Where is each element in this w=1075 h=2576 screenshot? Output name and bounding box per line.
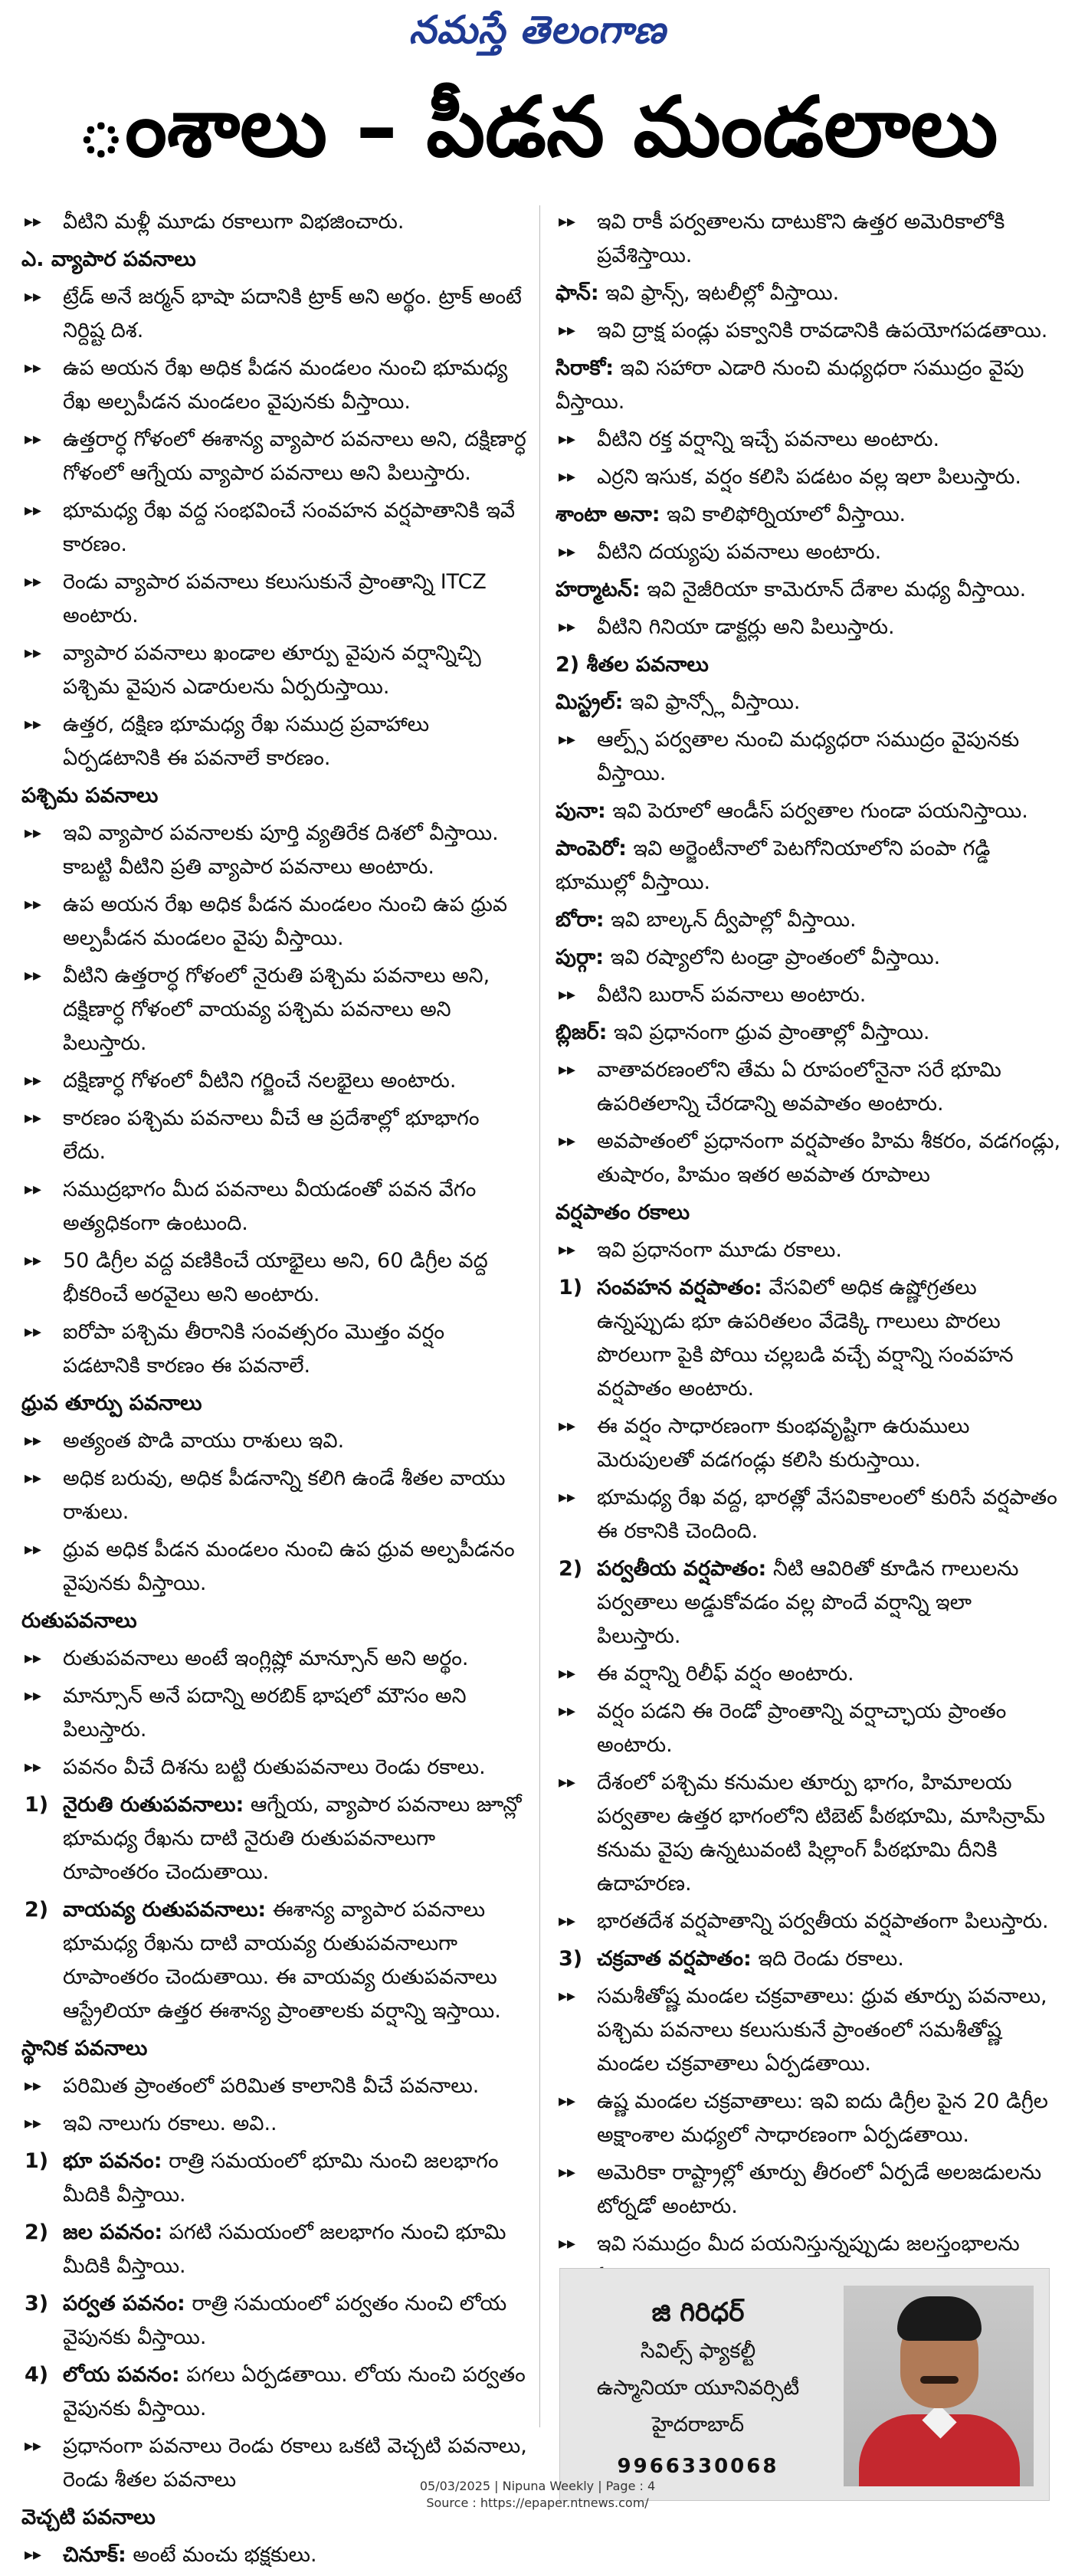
numbered-item [556,1552,1061,1653]
term-text: ఇవి పెరూలో ఆండీస్ పర్వతాల గుండా పయనిస్తాయి. [605,799,1028,823]
bullet-arrow-icon: ▸▸ [559,1417,576,1436]
bullet-item [556,611,1061,644]
term-label: పాంపెరో: [556,837,627,860]
column-divider [539,205,540,2427]
author-name: జి గిరిధర్ [651,2297,745,2328]
item-text [63,2074,479,2098]
section-heading: వెచ్చటి పవనాలు [21,2506,156,2529]
item-body: ఈశాన్య వ్యాపార పవనాలు భూమధ్య రేఖను దాటి వాయవ్య రుతుపవనాలుగా రూపాంతరం చెందుతాయి. ఈ వాయవ్య రుతుపవనాలు ఆస్ట్రేలియా ఉత్తర ఈశాన్య ప్రాంతాలకు వర్షాన్ని ఇస్తాయి. [63,1898,501,2023]
item-number: 3) [25,2292,49,2315]
item-text [597,1662,854,1686]
item-body: అధిక బరువు, అధిక పీడనాన్ని కలిగి ఉండే శీతల వాయు రాశులు. [63,1467,506,1524]
numbered-item [21,2358,527,2426]
item-label: చక్రవాత వర్షపాతం: [597,1947,752,1971]
bullet-arrow-icon: ▸▸ [559,1060,576,1080]
item-body: ఇవి సముద్రం మీద పయనిస్తున్నప్పుడు జలస్తంభాలను [597,2232,1020,2256]
item-text [63,713,429,770]
item-body: రాత్రి సమయంలో భూమి నుంచి జలభాగం మీదికి వీస్తాయి. [63,2149,499,2207]
term-paragraph [556,795,1061,828]
term-label: ఫాన్: [556,281,599,305]
item-text [63,2363,526,2420]
bullet-item [21,2070,527,2103]
bullet-arrow-icon: ▸▸ [25,572,42,592]
item-text [63,641,481,699]
page-footer [0,2478,1075,2512]
bullet-arrow-icon: ▸▸ [25,359,42,378]
bullet-arrow-icon: ▸▸ [25,1758,42,1777]
author-phone: 9966330068 [617,2455,779,2478]
term-text: ఇవి కాలిఫోర్నియాలో వీస్తాయి. [660,503,906,526]
item-text [63,1647,468,1670]
term-paragraph [556,686,1061,719]
bullet-item [556,1905,1061,1939]
bullet-item [21,959,527,1060]
term-text: ఇవి రష్యాలోని టండ్రా ప్రాంతంలో వీస్తాయి. [604,946,941,969]
bullet-item [21,423,527,490]
item-body: ఇవి ద్రాక్ష పండ్లు పక్వానికి రావడానికి ఉపయోగపడతాయి. [597,319,1048,342]
term-paragraph [556,498,1061,532]
item-body: ధ్రువ అధిక పీడన మండలం నుంచి ఉప ధ్రువ అల్పపీడనం వైపునకు వీస్తాయి. [63,1538,515,1595]
bullet-arrow-icon: ▸▸ [25,966,42,985]
item-body: కారణం పశ్చిమ పవనాలు వీచే ఆ ప్రదేశాల్లో భూభాగం లేదు. [63,1106,480,1164]
item-body: వీటిని దయ్యపు పవనాలు అంటారు. [597,540,882,564]
item-body: ఉప అయన రేఖ అధిక పీడన మండలం నుంచి భూమధ్య రేఖ అల్పపీడన మండలం వైపునకు వీస్తాయి. [63,356,508,414]
bullet-arrow-icon: ▸▸ [25,2437,42,2456]
item-body: పవనం వీచే దిశను బట్టి రుతుపవనాలు రెండు రకాలు. [63,1755,486,1779]
item-text [63,964,490,1055]
article-headline: ంశాలు – పీడన మండలాలు [77,80,998,175]
bullet-item [556,1410,1061,1477]
author-box [559,2268,1050,2501]
term-label: హర్మాటన్: [556,578,641,601]
item-text [63,1793,521,1884]
bullet-arrow-icon: ▸▸ [25,1109,42,1128]
item-text [63,1684,467,1742]
footer-source: Source : https://epaper.ntnews.com/ [426,2496,649,2510]
term-label: బ్లిజర్: [556,1021,608,1044]
term-text: ఇవి ఫ్రాన్స్, ఇటలీల్లో వీస్తాయి. [598,281,840,305]
bullet-arrow-icon: ▸▸ [25,824,42,843]
item-body: ఈ వర్షం సాధారణంగా కుంభవృష్టిగా ఉరుములు మెరుపులతో వడగండ్లు కలిసి కురుస్తాయి. [597,1414,970,1472]
bullet-arrow-icon: ▸▸ [25,1180,42,1199]
bullet-arrow-icon: ▸▸ [25,1322,42,1342]
bullet-arrow-icon: ▸▸ [559,1702,576,1721]
item-label: వాయవ్య రుతుపవనాలు: [63,1898,267,1922]
term-label: మిస్ట్రల్: [556,690,624,714]
bullet-arrow-icon: ▸▸ [25,1071,42,1090]
item-label: చినూక్: [63,2543,126,2567]
term-label: పునా: [556,799,606,823]
bullet-arrow-icon: ▸▸ [559,1987,576,2006]
item-text [63,1069,456,1093]
bullet-arrow-icon: ▸▸ [559,1912,576,1931]
bullet-item [556,536,1061,569]
term-text: ఇవి అర్జెంటీనాలో పెటగోనియాలోని పంపా గడ్డి భూముల్లో వీస్తాయి. [556,837,991,894]
item-body: సముద్రభాగం మీద పవనాలు వీయడంతో పవన వేగం అత్యధికంగా ఉంటుంది. [63,1178,477,1235]
item-label: లోయ పవనం: [63,2363,180,2387]
term-text: ఇవి బాల్కన్ ద్వీపాల్లో వీస్తాయి. [604,908,857,932]
bullet-arrow-icon: ▸▸ [559,2163,576,2182]
bullet-arrow-icon: ▸▸ [25,715,42,734]
item-body: భారతదేశ వర్షపాతాన్ని పర్వతీయ వర్షపాతంగా పిలుస్తారు. [597,1909,1049,1933]
bullet-item [21,2538,527,2572]
author-organization: ఉస్మానియా యూనివర్సిటీ [596,2376,800,2400]
bullet-arrow-icon: ▸▸ [25,1649,42,1668]
bullet-arrow-icon: ▸▸ [559,730,576,749]
term-text: ఇవి ఫ్రాన్స్లో వీస్తాయి. [623,690,801,714]
item-label: భూ పవనం: [63,2149,162,2173]
bullet-arrow-icon: ▸▸ [559,2234,576,2253]
item-body: వీటిని బురాన్ పవనాలు అంటారు. [597,983,867,1007]
bullet-item [556,1481,1061,1549]
bullet-item [556,205,1061,273]
bullet-item [21,1751,527,1785]
item-number: 2) [25,1898,49,1922]
newspaper-masthead: నమస్తే తెలంగాణ [408,8,667,52]
item-text [597,1557,1018,1648]
item-body: పగలు ఏర్పడతాయి. లోయ నుంచి పర్వతం వైపునకు వీస్తాయి. [63,2363,526,2420]
item-text [597,1058,1001,1116]
item-label: పర్వతీయ వర్షపాతం: [597,1557,767,1581]
item-body: భూమధ్య రేఖ వద్ద సంభవించే సంవహన వర్షపాతానికి ఇవే కారణం. [63,499,516,556]
bullet-arrow-icon: ▸▸ [25,644,42,663]
bullet-item [21,1064,527,1098]
bullet-item [21,1316,527,1383]
item-body: ప్రధానంగా పవనాలు రెండు రకాలు ఒకటి వెచ్చటి పవనాలు, రెండు శీతల పవనాలు [63,2434,527,2492]
item-number: 3) [559,1947,583,1971]
bullet-item [556,1980,1061,2081]
item-text [597,983,866,1007]
bullet-item [556,314,1061,348]
bullet-arrow-icon: ▸▸ [25,1469,42,1488]
item-body: మాన్సూన్ అనే పదాన్ని అరబిక్ భాషలో మౌసం అని పిలుస్తారు. [63,1684,467,1742]
item-text [597,1771,1045,1896]
item-text [597,1238,842,1262]
term-text: ఇవి ప్రధానంగా ధ్రువ ప్రాంతాల్లో వీస్తాయి. [607,1021,930,1044]
item-body: 50 డిగ్రీల వద్ద వణికించే యాభైలు అని, 60 డిగ్రీల వద్ద భీకరించే అరవైలు అని అంటారు. [63,1249,488,1306]
bullet-item [21,565,527,633]
bullet-item [21,708,527,775]
item-body: ఉత్తర, దక్షిణ భూమధ్య రేఖ సముద్ర ప్రవాహాలు ఏర్పడటానికి ఈ పవనాలే కారణం. [63,713,430,770]
item-body: ఆగ్నేయ, వ్యాపార పవనాలు జూన్లో భూమధ్య రేఖను దాటి నైరుతి రుతుపవనాలుగా రూపాంతరం చెందుతాయి. [63,1793,522,1884]
author-info [560,2292,836,2489]
item-body: పగటి సమయంలో జలభాగం నుంచి భూమి మీదికి వీస్తాయి. [63,2220,506,2278]
numbered-item [556,1271,1061,1406]
term-label: బోరా: [556,908,605,932]
bullet-arrow-icon: ▸▸ [559,212,576,231]
item-text [597,1909,1049,1933]
item-body: వీటిని ఉత్తరార్ధ గోళంలో నైరుతి పశ్చిమ పవనాలు అని, దక్షిణార్ధ గోళంలో వాయవ్య పశ్చిమ పవనాలు అని పిలుస్తారు. [63,964,490,1055]
right-column [556,205,1061,2299]
bullet-arrow-icon: ▸▸ [25,287,42,306]
item-number: 2) [25,2220,49,2244]
item-text [63,1320,444,1378]
numbered-item [556,1942,1061,1976]
item-text [63,285,522,342]
bullet-item [21,1462,527,1529]
item-number: 1) [25,2149,49,2173]
item-body: భూమధ్య రేఖ వద్ద, భారత్లో వేసవికాలంలో కురిసే వర్షపాతం ఈ రకానికి చెందింది. [597,1486,1057,1543]
bullet-arrow-icon: ▸▸ [25,1540,42,1559]
term-paragraph [556,573,1061,607]
item-body: రెండు వ్యాపార పవనాలు కలుసుకునే ప్రాంతాన్ని ITCZ అంటారు. [63,570,487,628]
author-photo [844,2286,1034,2486]
item-body: ఉప అయన రేఖ అధిక పీడన మండలం నుంచి ఉప ధ్రువ అల్పపీడన మండలం వైపు వీస్తాయి. [63,893,508,950]
item-body: నీటి ఆవిరితో కూడిన గాలులను పర్వతాలు అడ్డుకోవడం వల్ల పొందే వర్షాన్ని ఇలా పిలుస్తారు. [597,1557,1019,1648]
item-text [63,2543,317,2567]
numbered-item [21,1788,527,1889]
item-number: 1) [559,1276,583,1299]
item-text [597,1984,1047,2076]
item-text [63,2220,506,2278]
item-body: అవపాతంలో ప్రధానంగా వర్షపాతం హిమ శీకరం, వడగండ్లు, తుషారం, హిమం ఇతర అవపాత రూపాలు [597,1129,1061,1187]
item-text [63,1178,476,1235]
section-heading: ధ్రువ తూర్పు పవనాలు [21,1391,202,1415]
bullet-item [556,1695,1061,1762]
item-text [597,1486,1057,1543]
author-role: సివిల్స్ ఫ్యాకల్టీ [640,2339,756,2363]
term-paragraph [556,277,1061,310]
bullet-arrow-icon: ▸▸ [559,542,576,562]
bullet-arrow-icon: ▸▸ [559,1488,576,1507]
bullet-arrow-icon: ▸▸ [25,501,42,520]
item-body: ఉత్తరార్ధ గోళంలో ఈశాన్య వ్యాపార పవనాలు అని, దక్షిణార్ధ గోళంలో ఆగ్నేయ వ్యాపార పవనాలు అని పిలుస్తారు. [63,428,526,485]
item-label: పర్వత పవనం: [63,2292,185,2315]
bullet-item [21,1424,527,1458]
item-text [63,1249,488,1306]
item-body: వాతావరణంలోని తేమ ఏ రూపంలోనైనా సరే భూమి ఉపరితలాన్ని చేరడాన్ని అవపాతం అంటారు. [597,1058,1001,1116]
item-text [597,1947,904,1971]
item-text [63,570,487,628]
bullet-arrow-icon: ▸▸ [25,1431,42,1450]
bullet-arrow-icon: ▸▸ [559,430,576,449]
item-text [597,1276,1014,1401]
item-text [63,428,526,485]
item-text [63,1538,515,1595]
item-body: వేసవిలో అధిక ఉష్ణోగ్రతలు ఉన్నప్పుడు భూ ఉపరితలం వేడెక్కి గాలులు పొరలు పొరలుగా పైకి పోయి చల్లబడి వచ్చే వర్షాన్ని సంవహన వర్షపాతం అంటారు. [597,1276,1014,1401]
item-text [63,2112,277,2135]
section-heading: స్థానిక పవనాలు [21,2037,148,2060]
term-paragraph [556,352,1061,419]
item-text [597,540,881,564]
item-text [597,615,895,639]
item-body: ట్రేడ్ అనే జర్మన్ భాషా పదానికి ట్రాక్ అని అర్థం. ట్రాక్ అంటే నిర్దిష్ట దిశ. [63,285,522,342]
item-text [63,821,499,879]
bullet-item [21,205,527,239]
item-body: ఇవి రాకీ పర్వతాలను దాటుకొని ఉత్తర అమెరికాలోకి ప్రవేశిస్తాయి. [597,210,1005,267]
term-paragraph [556,832,1061,900]
bullet-item [556,978,1061,1012]
item-body: ఇవి వ్యాపార పవనాలకు పూర్తి వ్యతిరేక దిశలో వీస్తాయి. కాబట్టి వీటిని ప్రతి వ్యాపార పవనాలు అంటారు. [63,821,499,879]
item-text [63,210,404,234]
bullet-item [556,423,1061,457]
item-body: ఇవి నాలుగు రకాలు. అవి.. [63,2112,277,2135]
item-text [63,356,507,414]
bullet-item [556,2085,1061,2152]
bullet-arrow-icon: ▸▸ [25,2545,42,2565]
term-paragraph [556,1016,1061,1050]
left-column [21,205,527,2576]
item-text [597,2089,1048,2147]
item-text [597,1414,969,1472]
term-paragraph [556,903,1061,937]
item-body: ఇవి ప్రధానంగా మూడు రకాలు. [597,1238,842,1262]
item-text [597,1129,1060,1187]
term-text: ఇవి సహారా ఎడారి నుంచి మధ్యధరా సముద్రం వైపు వీస్తాయి. [556,356,1024,414]
bullet-item [556,1125,1061,1192]
section-heading: ఎ. వ్యాపార పవనాలు [21,247,196,271]
bullet-item [556,1234,1061,1267]
item-text [63,2149,499,2207]
term-label: పుర్గా: [556,946,605,969]
item-body: వ్యాపార పవనాలు ఖండాల తూర్పు వైపున వర్షాన్నిచ్చి పశ్చిమ వైపున ఎడారులను ఏర్పరుస్తాయి. [63,641,481,699]
item-body: అమెరికా రాష్ట్రాల్లో తూర్పు తీరంలో ఏర్పడే అలజడులను టోర్నడో అంటారు. [597,2161,1042,2218]
item-text [63,499,515,556]
item-body: రాత్రి సమయంలో పర్వతం నుంచి లోయ వైపునకు వీస్తాయి. [63,2292,507,2349]
item-body: వర్షం పడని ఈ రెండో ప్రాంతాన్ని వర్షాచ్ఛాయ ప్రాంతం అంటారు. [597,1699,1007,1757]
bullet-item [21,2107,527,2141]
item-text [63,1429,344,1453]
bullet-arrow-icon: ▸▸ [559,1664,576,1683]
bullet-arrow-icon: ▸▸ [25,430,42,449]
bullet-arrow-icon: ▸▸ [559,1132,576,1151]
section-heading: 2) శీతల పవనాలు [556,653,709,677]
bullet-arrow-icon: ▸▸ [25,1251,42,1270]
bullet-item [556,723,1061,791]
term-paragraph [556,941,1061,975]
item-body: ఇది రెండు రకాలు. [751,1947,904,1971]
item-text [597,2161,1041,2218]
numbered-item [21,1893,527,2028]
bullet-item [21,494,527,562]
item-body: ఈ వర్షాన్ని రిలీఫ్ వర్షం అంటారు. [597,1662,854,1686]
item-body: ఆల్ప్స్ పర్వతాల నుంచి మధ్యధరా సముద్రం వైపునకు వీస్తాయి. [597,728,1020,785]
section-heading: పశ్చిమ పవనాలు [21,784,159,808]
item-text [63,1467,505,1524]
bullet-arrow-icon: ▸▸ [25,2114,42,2133]
item-label: నైరుతి రుతుపవనాలు: [63,1793,244,1817]
item-number: 1) [25,1793,49,1817]
item-text [63,1898,501,2023]
bullet-arrow-icon: ▸▸ [559,985,576,1005]
term-label: సిరాకో: [556,356,615,380]
term-text: ఇవి నైజీరియా కామెరూన్ దేశాల మధ్య వీస్తాయి. [640,578,1027,601]
item-text [597,728,1019,785]
item-body: వీటిని రక్త వర్షాన్ని ఇచ్చే పవనాలు అంటారు. [597,428,940,451]
item-text [597,1699,1006,1757]
bullet-arrow-icon: ▸▸ [559,1240,576,1260]
numbered-item [21,2287,527,2355]
bullet-item [556,2156,1061,2224]
bullet-item [21,817,527,884]
bullet-item [21,1102,527,1169]
bullet-item [21,1244,527,1312]
item-body: ఐరోపా పశ్చిమ తీరానికి సంవత్సరం మొత్తం వర్షం పడటానికి కారణం ఈ పవనాలే. [63,1320,445,1378]
bullet-item [556,1657,1061,1691]
bullet-arrow-icon: ▸▸ [559,321,576,340]
footer-date-page: 05/03/2025 | Nipuna Weekly | Page : 4 [419,2479,656,2493]
bullet-item [556,460,1061,494]
item-body: సమశీతోష్ణ మండల చక్రవాతాలు: ధ్రువ తూర్పు పవనాలు, పశ్చిమ పవనాలు కలుసుకునే ప్రాంతంలో సమశీతోష్ణ మండల చక్రవాతాలు ఏర్పడతాయి. [597,1984,1047,2076]
numbered-item [21,2216,527,2283]
bullet-item [21,280,527,348]
item-text [597,210,1005,267]
bullet-item [556,1766,1061,1901]
bullet-arrow-icon: ▸▸ [25,2076,42,2096]
bullet-item [21,888,527,955]
bullet-arrow-icon: ▸▸ [559,467,576,487]
bullet-arrow-icon: ▸▸ [25,1686,42,1706]
item-label: సంవహన వర్షపాతం: [597,1276,762,1299]
bullet-item [556,1054,1061,1121]
item-text [597,319,1047,342]
item-text [63,1755,486,1779]
item-number: 4) [25,2363,49,2387]
item-text [63,893,507,950]
bullet-item [21,637,527,704]
bullet-arrow-icon: ▸▸ [559,618,576,637]
numbered-item [21,2145,527,2212]
item-body: ఎర్రని ఇసుక, వర్షం కలిసి పడటం వల్ల ఇలా పిలుస్తారు. [597,465,1021,489]
bullet-item [21,352,527,419]
bullet-arrow-icon: ▸▸ [25,212,42,231]
bullet-item [21,1642,527,1676]
bullet-arrow-icon: ▸▸ [25,895,42,914]
section-heading: వర్షపాతం రకాలు [556,1201,690,1224]
item-body: వీటిని మళ్లీ మూడు రకాలుగా విభజించారు. [63,210,405,234]
item-number: 2) [559,1557,583,1581]
item-label: జల పవనం: [63,2220,163,2244]
bullet-item [21,1173,527,1240]
bullet-arrow-icon: ▸▸ [559,2092,576,2111]
item-body: వీటిని గినియా డాక్టర్లు అని పిలుస్తారు. [597,615,895,639]
item-body: అత్యంత పొడి వాయు రాశులు ఇవి. [63,1429,345,1453]
item-body: దేశంలో పశ్చిమ కనుమల తూర్పు భాగం, హిమాలయ పర్వతాల ఉత్తర భాగంలోని టిబెట్ పీఠభూమి, మాసిన్రామ్ కనుమ వైపు ఉన్నటువంటి షిల్లాంగ్ పీఠభూమి దీనికి ఉదాహరణ. [597,1771,1045,1896]
item-body: పరిమిత ప్రాంతంలో పరిమిత కాలానికి వీచే పవనాలు. [63,2074,480,2098]
author-city: హైదరాబాద్ [651,2413,745,2437]
item-body: ఉష్ణ మండల చక్రవాతాలు: ఇవి ఐదు డిగ్రీల పైన 20 డిగ్రీల అక్షాంశాల మధ్యలో సాధారణంగా ఏర్పడతాయి. [597,2089,1048,2147]
item-text [597,428,939,451]
item-text [63,1106,480,1164]
section-heading: రుతుపవనాలు [21,1609,137,1633]
term-label: శాంటా అనా: [556,503,660,526]
item-body: అంటే మంచు భక్షకులు. [126,2543,317,2567]
bullet-item [21,1680,527,1747]
item-body: రుతుపవనాలు అంటే ఇంగ్లిష్లో మాన్సూన్ అని అర్థం. [63,1647,469,1670]
bullet-item [21,1533,527,1601]
bullet-arrow-icon: ▸▸ [559,1773,576,1792]
item-text [63,2292,506,2349]
item-text [597,465,1021,489]
item-body: దక్షిణార్ధ గోళంలో వీటిని గర్జించే నలభైలు అంటారు. [63,1069,457,1093]
